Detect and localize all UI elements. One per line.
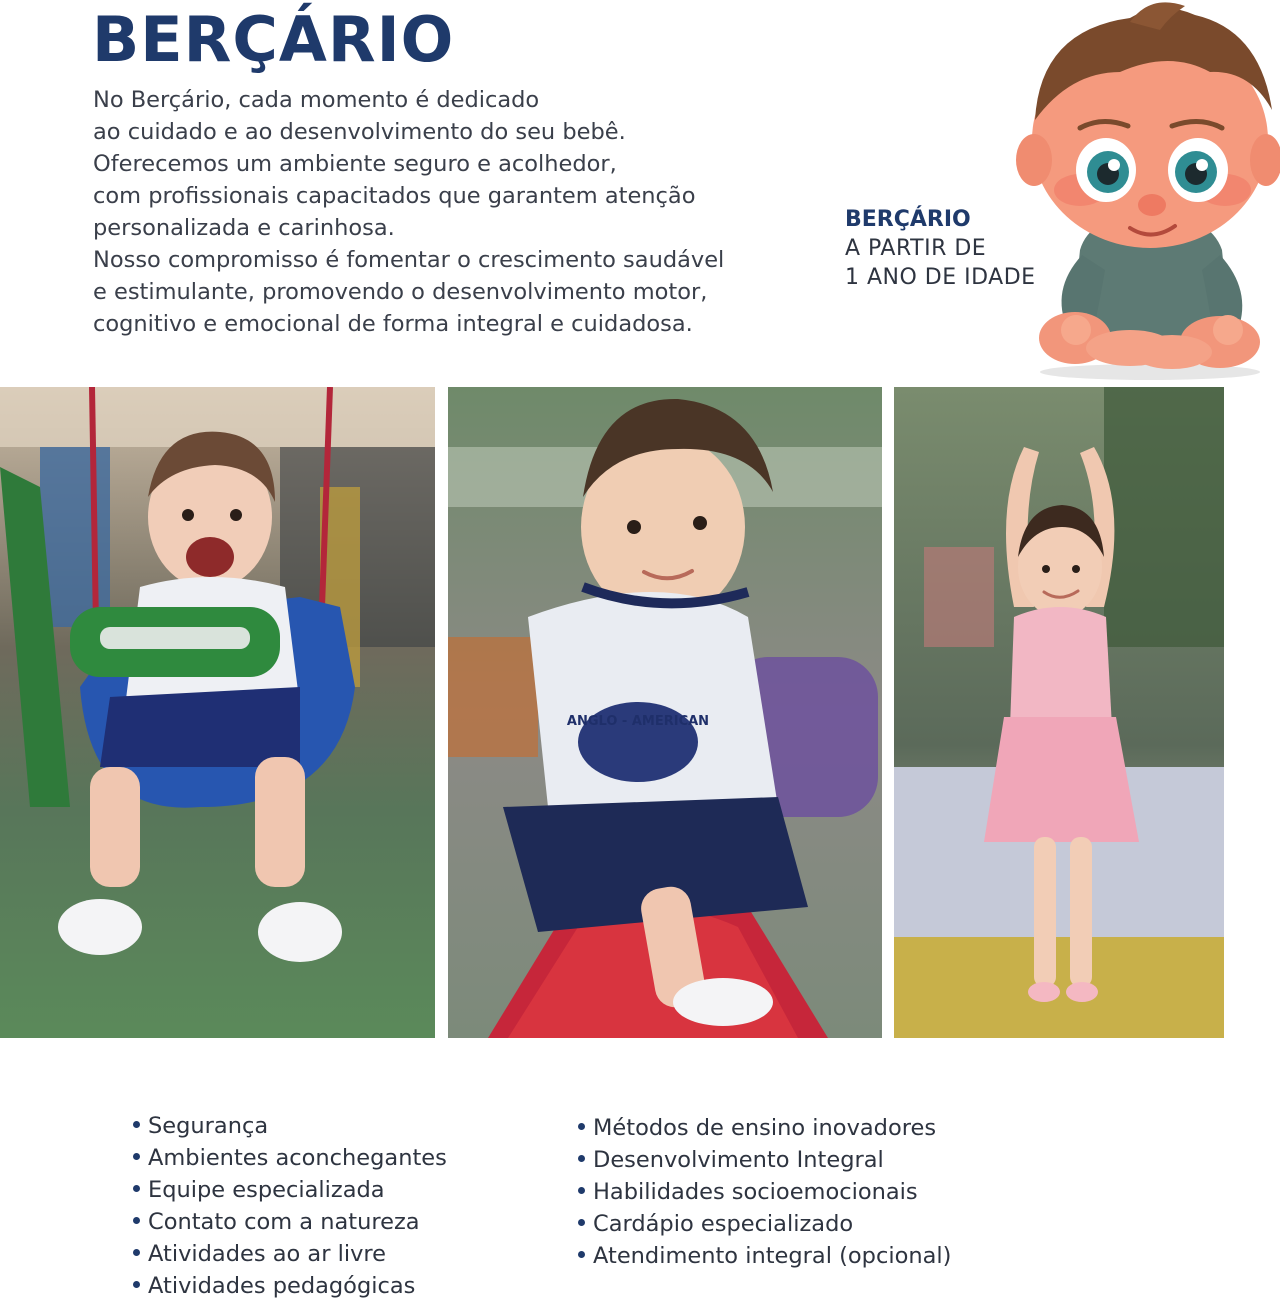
baby-mascot-illustration: [1010, 0, 1280, 385]
feature-label: Equipe especializada: [148, 1177, 385, 1203]
bullet-icon: [133, 1121, 140, 1128]
bullet-icon: [133, 1281, 140, 1288]
features-list-left: [133, 1110, 447, 1302]
feature-item: [133, 1110, 447, 1142]
feature-item: [578, 1176, 951, 1208]
bullet-icon: [578, 1219, 585, 1226]
bullet-icon: [578, 1123, 585, 1130]
intro-line: Oferecemos um ambiente seguro e acolhedor,: [93, 151, 617, 177]
photo-girl-on-swing: [0, 387, 435, 1038]
feature-item: [133, 1142, 447, 1174]
bullet-icon: [578, 1251, 585, 1258]
feature-label: Atividades pedagógicas: [148, 1273, 416, 1299]
feature-label: Ambientes aconchegantes: [148, 1145, 447, 1171]
feature-item: [133, 1270, 447, 1302]
intro-line: cognitivo e emocional de forma integral e cuidadosa.: [93, 311, 693, 337]
feature-label: Contato com a natureza: [148, 1209, 420, 1235]
feature-label: Habilidades socioemocionais: [593, 1179, 918, 1205]
age-badge-line: 1 ANO DE IDADE: [845, 265, 1036, 290]
feature-item: [578, 1240, 951, 1272]
feature-label: Métodos de ensino inovadores: [593, 1115, 937, 1141]
intro-line: personalizada e carinhosa.: [93, 215, 395, 241]
age-badge: [845, 206, 1075, 292]
feature-label: Cardápio especializado: [593, 1211, 854, 1237]
intro-line: com profissionais capacitados que garantem atenção: [93, 183, 696, 209]
age-badge-line: A PARTIR DE: [845, 236, 987, 261]
feature-label: Atividades ao ar livre: [148, 1241, 387, 1267]
photo-boy-on-slide: [448, 387, 882, 1038]
bullet-icon: [133, 1153, 140, 1160]
feature-item: [578, 1112, 951, 1144]
feature-label: Atendimento integral (opcional): [593, 1243, 952, 1269]
age-badge-title: BERÇÁRIO: [845, 207, 971, 232]
intro-line: ao cuidado e ao desenvolvimento do seu bebê.: [93, 119, 626, 145]
intro-line: No Berçário, cada momento é dedicado: [93, 87, 540, 113]
page-title: BERÇÁRIO: [92, 3, 455, 76]
bullet-icon: [578, 1155, 585, 1162]
feature-label: Desenvolvimento Integral: [593, 1147, 884, 1173]
shirt-print: ANGLO - AMERICAN: [566, 714, 710, 729]
features-list-right: [578, 1112, 951, 1272]
intro-line: Nosso compromisso é fomentar o crescimento saudável: [93, 247, 725, 273]
feature-item: [133, 1206, 447, 1238]
intro-paragraph: [93, 84, 793, 340]
bullet-icon: [578, 1187, 585, 1194]
bullet-icon: [133, 1249, 140, 1256]
feature-label: Segurança: [148, 1113, 269, 1139]
feature-item: [133, 1238, 447, 1270]
feature-item: [578, 1144, 951, 1176]
feature-item: [133, 1174, 447, 1206]
intro-line: e estimulante, promovendo o desenvolvimento motor,: [93, 279, 708, 305]
bullet-icon: [133, 1185, 140, 1192]
feature-item: [578, 1208, 951, 1240]
bullet-icon: [133, 1217, 140, 1224]
photo-girl-ballet: [894, 387, 1224, 1038]
